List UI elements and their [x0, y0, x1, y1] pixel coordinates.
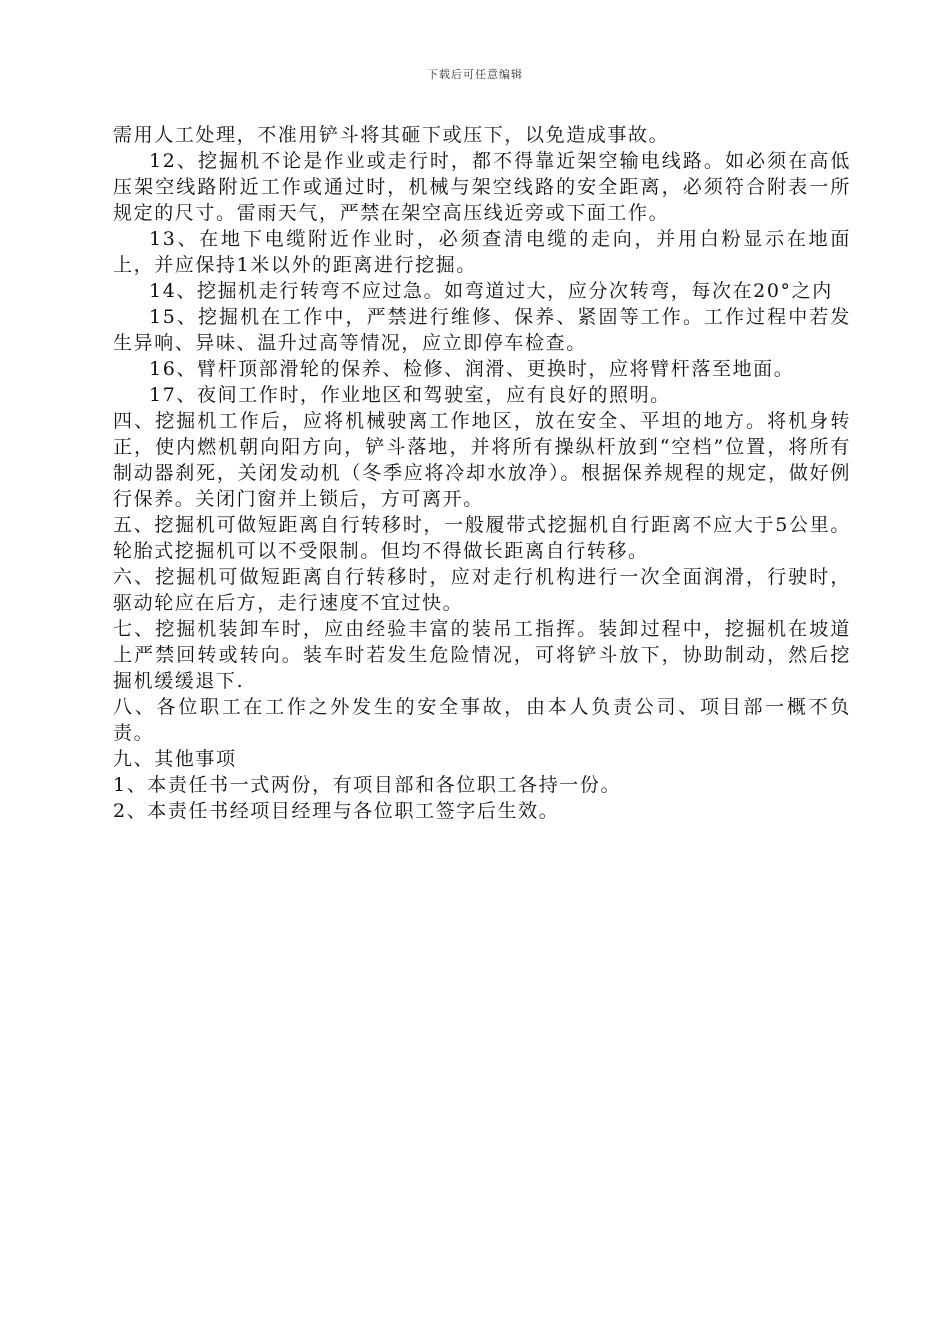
section-nine-heading: 九、其他事项: [113, 748, 237, 770]
section-five: 五、挖掘机可做短距离自行转移时，一般履带式挖掘机自行距离不应大于5公里。轮胎式挖掘机可以不受限制。但均不得做长距离自行转移。: [113, 514, 851, 562]
document-body: [113, 122, 851, 824]
paragraph-continuation: 需用人工处理，不准用铲斗将其砸下或压下，以免造成事故。: [113, 124, 670, 146]
paragraph-item-15: 15、挖掘机在工作中，严禁进行维修、保养、紧固等工作。工作过程中若发生异响、异味、温升过高等情况，应立即停车检查。: [113, 306, 851, 354]
paragraph-item-16: 16、臂杆顶部滑轮的保养、检修、润滑、更换时，应将臂杆落至地面。: [149, 358, 795, 380]
page-header-note: 下载后可任意编辑: [427, 68, 523, 81]
section-eight: 八、各位职工在工作之外发生的安全事故，由本人负责公司、项目部一概不负责。: [113, 696, 851, 744]
paragraph-item-13: 13、在地下电缆附近作业时，必须查清电缆的走向，并用白粉显示在地面上，并应保持1米以外的距离进行挖掘。: [113, 228, 851, 276]
paragraph-item-12: 12、挖掘机不论是作业或走行时，都不得靠近架空输电线路。如必须在高低压架空线路附近工作或通过时，机械与架空线路的安全距离，必须符合附表一所规定的尺寸。雷雨天气，严禁在架空高压线近旁或下面工作。: [113, 150, 851, 224]
section-four: 四、挖掘机工作后，应将机械驶离工作地区，放在安全、平坦的地方。将机身转正，使内燃机朝向阳方向，铲斗落地，并将所有操纵杆放到“空档”位置，将所有制动器刹死，关闭发动机（冬季应将冷却水放净）。根据保养规程的规定，做好例行保养。关闭门窗并上锁后，方可离开。: [113, 410, 851, 510]
section-six: 六、挖掘机可做短距离自行转移时，应对走行机构进行一次全面润滑，行驶时，驱动轮应在后方，走行速度不宜过快。: [113, 566, 851, 614]
other-item-1: 1、本责任书一式两份，有项目部和各位职工各持一份。: [113, 774, 622, 796]
other-item-2: 2、本责任书经项目经理与各位职工签字后生效。: [113, 800, 560, 822]
paragraph-item-17: 17、夜间工作时，作业地区和驾驶室，应有良好的照明。: [149, 384, 671, 406]
paragraph-item-14: 14、挖掘机走行转弯不应过急。如弯道过大，应分次转弯，每次在20°之内: [149, 280, 833, 302]
section-seven: 七、挖掘机装卸车时，应由经验丰富的装吊工指挥。装卸过程中，挖掘机在坡道上严禁回转或转向。装车时若发生危险情况，可将铲斗放下，协助制动，然后挖掘机缓缓退下.: [113, 618, 851, 692]
